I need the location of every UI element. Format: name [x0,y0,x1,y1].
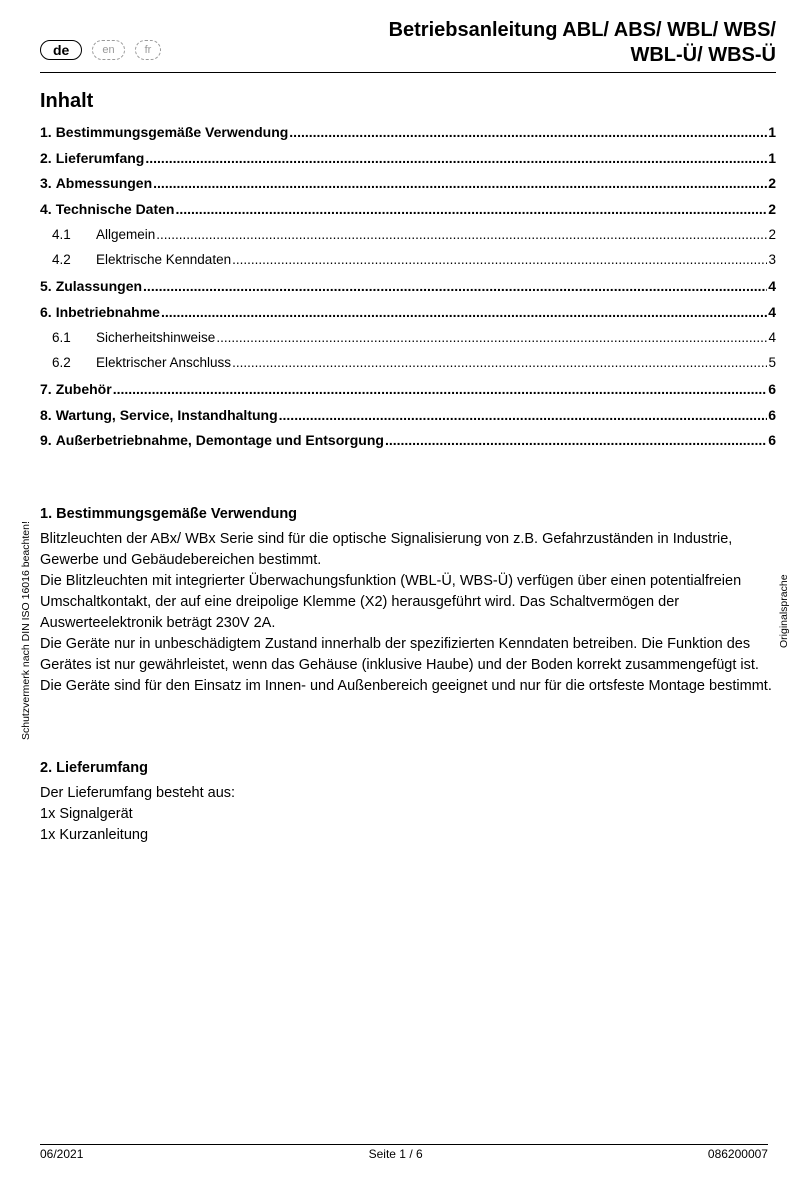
toc-entry-page: 4 [768,278,776,295]
section-intended-use-paragraph: Blitzleuchten der ABx/ WBx Serie sind für die optische Signalisierung von z.B. Gefahrzuständen in Industrie, Gewerbe und Gebäudebereichen bestimmt. [40,531,733,568]
toc-entry-page: 1 [768,149,776,166]
copyright-notice: Schutzvermerk nach DIN ISO 16016 beachten! [20,521,32,740]
toc-entry-page: 5 [768,355,776,371]
table-of-contents [40,124,776,458]
language-en-badge[interactable]: en [92,40,124,60]
toc-entry-label: 1. [40,124,52,140]
footer-page-number: Seite 1 / 6 [368,1147,423,1161]
toc-leader-dots [113,381,768,397]
toc-entry-label: 6. [40,303,52,320]
toc-entry-number: 4.1 [52,226,71,242]
toc-entry[interactable] [40,278,776,304]
toc-leader-dots [232,252,767,267]
toc-entry-number: 4.2 [52,252,71,268]
toc-entry-label: Wartung, Service, Instandhaltung [55,406,278,423]
toc-entry-number: 6.1 [52,329,71,345]
toc-entry-page: 4 [768,329,776,345]
original-language-note: Originalsprache [778,574,790,648]
toc-leader-dots [175,201,767,217]
toc-entry-label: 5. [40,278,52,295]
footer [40,1147,768,1161]
toc-leader-dots [153,175,767,191]
section-intended-use-heading: 1. Bestimmungsgemäße Verwendung [40,506,298,522]
toc-entry-page: 2 [768,175,776,192]
toc-leader-dots [161,304,767,320]
section-scope-of-delivery-heading: 2. Lieferumfang [40,760,148,776]
language-fr-badge[interactable]: fr [135,40,162,60]
toc-entry[interactable] [40,201,776,227]
toc-entry-label: Inbetriebnahme [55,303,160,320]
toc-entry-label: Lieferumfang [55,149,145,166]
footer-divider [40,1144,768,1145]
toc-leader-dots [232,355,767,370]
toc-leader-dots [145,150,767,166]
toc-entry[interactable] [40,407,776,433]
toc-entry-label: Elektrischer Anschluss [96,355,232,371]
toc-entry-page: 3 [768,252,776,268]
toc-entry-label: Technische Daten [55,201,175,218]
footer-document-number: 086200007 [707,1147,768,1161]
toc-entry-page: 6 [768,380,776,397]
toc-entry-label: Allgemein [96,226,156,242]
toc-leader-dots [385,432,767,448]
toc-entry[interactable] [40,124,776,150]
toc-entry-label: Zulassungen [55,278,143,295]
toc-entry[interactable] [40,381,776,407]
delivery-line: Der Lieferumfang besteht aus: [40,785,236,801]
toc-entry-label: Elektrische Kenndaten [96,252,232,268]
toc-entry[interactable] [40,330,776,356]
toc-entry-label: Sicherheitshinweise [96,329,216,345]
toc-entry-page: 2 [768,201,776,218]
toc-entry-label: 3. [40,175,52,192]
toc-entry-number: 6.2 [52,355,71,371]
toc-entry[interactable] [40,252,776,278]
language-selector [40,40,161,60]
delivery-line: 1x Kurzanleitung [40,827,149,843]
toc-leader-dots [289,124,767,140]
toc-entry-page: 1 [768,124,776,140]
toc-entry[interactable] [40,432,776,458]
toc-entry-page: 2 [768,226,776,242]
toc-entry-label: Abmessungen [55,175,153,192]
section-intended-use-paragraph: Die Geräte sind für den Einsatz im Innen- und Außenbereich geeignet und nur für die ortsfeste Montage bestimmt. [40,678,772,694]
toc-entry-label: 4. [40,201,52,218]
toc-leader-dots [156,227,767,242]
toc-entry-label: 8. [40,406,52,423]
section-intended-use-paragraph: Die Geräte nur in unbeschädigtem Zustand innerhalb der spezifizierten Kenndaten betreiben. Die Funktion des Gerätes ist nur gewährleistet, wenn das Gehäuse (inklusive Haube) und der Boden korrekt zusammengefügt ist. [40,636,759,673]
footer-date: 06/2021 [40,1147,84,1161]
toc-entry[interactable] [40,227,776,253]
toc-entry-label: 2. [40,149,52,166]
toc-heading: Inhalt [40,90,94,112]
toc-entry-label: 9. [40,432,52,449]
delivery-line: 1x Signalgerät [40,806,133,822]
toc-entry[interactable] [40,175,776,201]
toc-entry[interactable] [40,150,776,176]
document-title-line1: Betriebsanleitung ABL/ ABS/ WBL/ WBS/ [388,19,776,41]
toc-entry[interactable] [40,304,776,330]
toc-entry-label: Bestimmungsgemäße Verwendung [55,124,289,140]
section-intended-use-paragraph: Die Blitzleuchten mit integrierter Überwachungsfunktion (WBL-Ü, WBS-Ü) verfügen über einen potentialfreien Umschaltkontakt, der auf eine dreipolige Klemme (X2) herausgeführt wird. Das Schaltvermögen der Auswerteelektronik beträgt 230V 2A. [40,573,742,631]
toc-entry-page: 6 [768,432,776,449]
toc-leader-dots [216,330,767,345]
toc-leader-dots [143,278,767,294]
toc-entry[interactable] [40,355,776,381]
header-divider [40,72,776,73]
section-scope-of-delivery [40,758,780,846]
toc-entry-label: Außerbetriebnahme, Demontage und Entsorgung [55,432,384,449]
language-de-badge[interactable]: de [40,40,82,60]
section-intended-use [40,504,780,697]
toc-entry-page: 4 [768,303,776,320]
toc-leader-dots [279,407,768,423]
toc-entry-label: 7. [40,380,52,397]
toc-entry-page: 6 [768,406,776,423]
document-title-line2: WBL-Ü/ WBS-Ü [630,44,776,66]
toc-entry-label: Zubehör [55,380,112,397]
document-title [326,18,776,68]
